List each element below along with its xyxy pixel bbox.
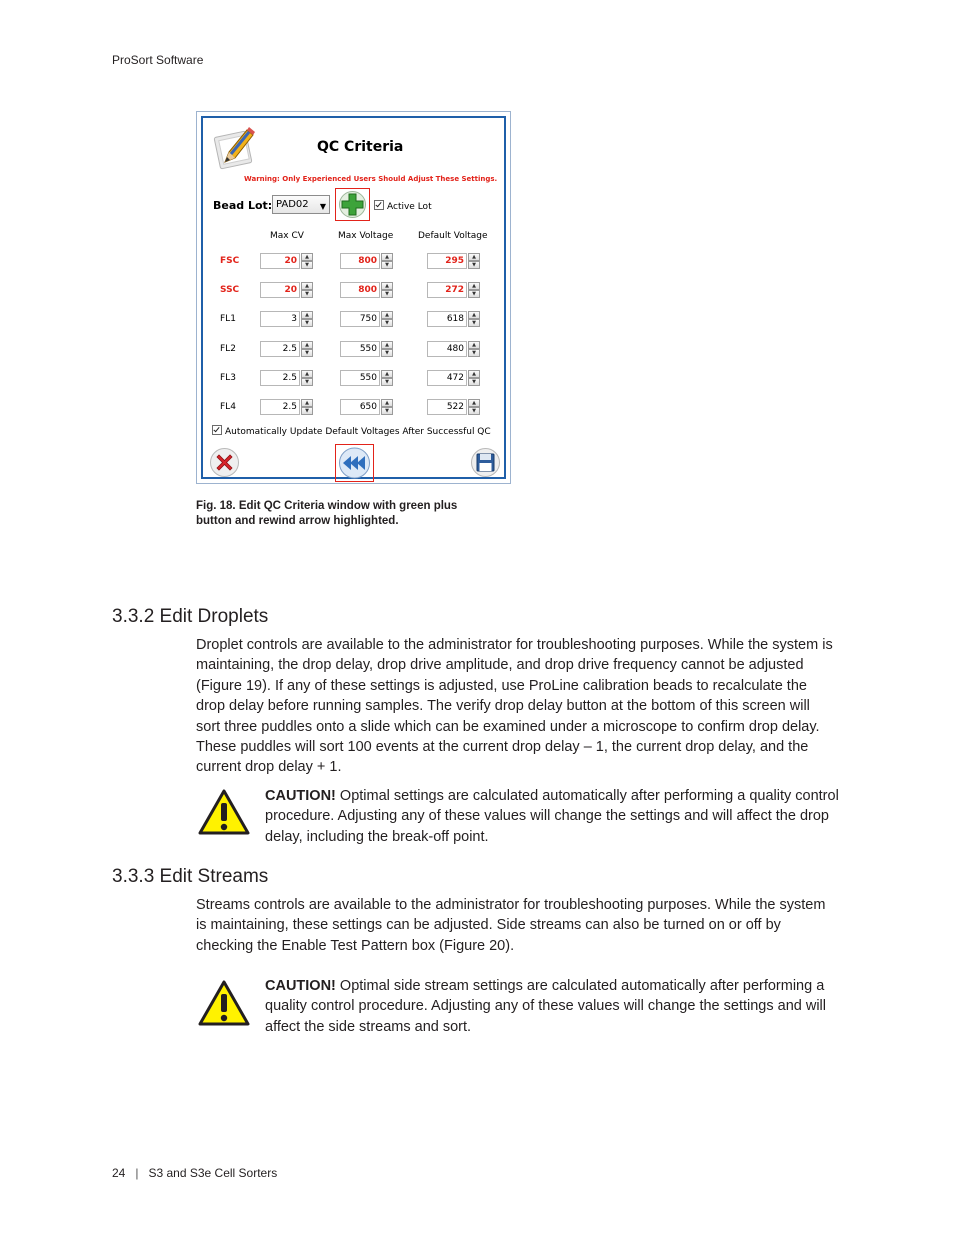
channel-label-fsc: FSC	[220, 256, 240, 266]
stepper-arrows[interactable]	[301, 282, 313, 298]
max-cv-input[interactable]: 2.5	[260, 341, 300, 357]
rewind-arrow-icon	[336, 445, 373, 481]
stepper-arrows[interactable]	[301, 399, 313, 415]
chevron-down-icon[interactable]: ▼	[301, 349, 313, 357]
channel-label-fl1: FL1	[220, 314, 236, 325]
chevron-up-icon[interactable]: ▲	[381, 399, 393, 407]
stepper-arrows[interactable]	[301, 370, 313, 386]
save-button[interactable]	[470, 447, 501, 478]
default-voltage-stepper[interactable]	[427, 399, 481, 415]
stepper-arrows[interactable]	[381, 399, 393, 415]
max-voltage-input[interactable]: 550	[340, 370, 380, 386]
chevron-down-icon[interactable]: ▼	[468, 319, 480, 327]
chevron-up-icon[interactable]: ▲	[301, 370, 313, 378]
chevron-down-icon[interactable]: ▼	[381, 261, 393, 269]
chevron-up-icon[interactable]: ▲	[381, 341, 393, 349]
max-voltage-input[interactable]: 650	[340, 399, 380, 415]
chevron-down-icon[interactable]: ▼	[381, 378, 393, 386]
running-header: ProSort Software	[112, 53, 204, 67]
add-bead-lot-button[interactable]	[335, 188, 370, 221]
stepper-arrows[interactable]	[468, 370, 480, 386]
chevron-down-icon: ▼	[319, 202, 326, 211]
chevron-up-icon[interactable]: ▲	[301, 341, 313, 349]
auto-update-checkbox[interactable]	[212, 425, 491, 437]
max-cv-input[interactable]: 2.5	[260, 370, 300, 386]
qc-criteria-window	[196, 111, 511, 484]
chevron-down-icon[interactable]: ▼	[381, 349, 393, 357]
page-number: 24	[112, 1166, 126, 1180]
max-voltage-stepper[interactable]	[340, 370, 394, 386]
default-voltage-input[interactable]: 522	[427, 399, 467, 415]
chevron-down-icon[interactable]: ▼	[301, 261, 313, 269]
active-lot-checkbox[interactable]	[374, 200, 432, 212]
max-voltage-stepper[interactable]	[340, 399, 394, 415]
caution-label: CAUTION!	[265, 978, 336, 994]
stepper-arrows[interactable]	[381, 341, 393, 357]
default-voltage-stepper[interactable]	[427, 282, 481, 298]
max-cv-input[interactable]: 20	[260, 282, 300, 298]
chevron-down-icon[interactable]: ▼	[381, 407, 393, 415]
max-voltage-input[interactable]: 800	[340, 282, 380, 298]
caution-droplets	[265, 786, 845, 847]
chevron-down-icon[interactable]: ▼	[381, 319, 393, 327]
max-cv-stepper[interactable]	[260, 399, 314, 415]
caution-label: CAUTION!	[265, 788, 336, 804]
column-header-default-voltage: Default Voltage	[418, 231, 488, 241]
floppy-disk-icon	[470, 447, 501, 478]
chevron-up-icon[interactable]: ▲	[381, 282, 393, 290]
chevron-down-icon[interactable]: ▼	[468, 261, 480, 269]
pencil-edit-icon	[211, 122, 261, 172]
max-cv-stepper[interactable]	[260, 282, 314, 298]
chevron-up-icon[interactable]: ▲	[468, 399, 480, 407]
channel-label-ssc: SSC	[220, 285, 240, 296]
warning-text: Warning: Only Experienced Users Should Adjust These Settings.	[244, 175, 498, 183]
chevron-up-icon[interactable]: ▲	[381, 311, 393, 319]
chevron-up-icon[interactable]: ▲	[301, 399, 313, 407]
channel-label-fl4: FL4	[220, 402, 236, 412]
stepper-arrows[interactable]	[381, 253, 393, 269]
max-cv-input[interactable]: 20	[260, 253, 300, 269]
chevron-down-icon[interactable]: ▼	[381, 290, 393, 298]
channel-label-fl3: FL3	[220, 372, 236, 383]
chevron-down-icon[interactable]: ▼	[468, 407, 480, 415]
column-header-max-voltage: Max Voltage	[338, 231, 394, 241]
qc-criteria-frame	[201, 116, 506, 479]
default-voltage-stepper[interactable]	[427, 341, 481, 357]
default-voltage-stepper[interactable]	[427, 253, 481, 269]
page-footer	[112, 1166, 277, 1180]
max-voltage-input[interactable]: 750	[340, 311, 380, 327]
auto-update-label: Automatically Update Default Voltages After Successful QC	[225, 427, 491, 437]
default-voltage-input[interactable]: 618	[427, 311, 467, 327]
edit-streams-body: Streams controls are available to the administrator for troubleshooting purposes. While the system is maintaining, these settings can be adjusted. Side streams can also be turned on or off by checking the Enable Test Pattern box (Figure 20).	[196, 897, 826, 954]
footer-separator: |	[135, 1166, 139, 1180]
max-voltage-stepper[interactable]	[340, 311, 394, 327]
checkbox-icon	[212, 425, 222, 435]
default-voltage-input[interactable]: 480	[427, 341, 467, 357]
active-lot-label: Active Lot	[387, 202, 432, 212]
stepper-arrows[interactable]	[301, 311, 313, 327]
caution-text: Optimal side stream settings are calculated automatically after performing a quality control procedure. Adjusting any of these values will change the settings and will affect the side streams and sort.	[265, 978, 826, 1035]
chevron-down-icon[interactable]: ▼	[468, 378, 480, 386]
default-voltage-input[interactable]: 272	[427, 282, 467, 298]
close-button[interactable]	[209, 447, 240, 478]
chevron-down-icon[interactable]: ▼	[468, 349, 480, 357]
green-plus-icon	[336, 189, 369, 220]
max-voltage-stepper[interactable]	[340, 253, 394, 269]
checkbox-icon	[374, 200, 384, 210]
max-cv-stepper[interactable]	[260, 341, 314, 357]
stepper-arrows[interactable]	[468, 311, 480, 327]
chevron-down-icon[interactable]: ▼	[301, 290, 313, 298]
max-cv-stepper[interactable]	[260, 253, 314, 269]
max-voltage-stepper[interactable]	[340, 341, 394, 357]
caution-text: Optimal settings are calculated automatically after performing a quality control procedure. Adjusting any of these values will change the settings and will affect the drop delay, including the break-off point.	[265, 788, 839, 845]
channel-label-fl2: FL2	[220, 343, 236, 354]
chevron-up-icon[interactable]: ▲	[381, 253, 393, 261]
chevron-up-icon[interactable]: ▲	[301, 311, 313, 319]
default-voltage-stepper[interactable]	[427, 370, 481, 386]
bead-lot-value: PAD02	[276, 199, 309, 210]
stepper-arrows[interactable]	[381, 370, 393, 386]
chevron-up-icon[interactable]: ▲	[381, 370, 393, 378]
chevron-up-icon[interactable]: ▲	[468, 341, 480, 349]
chevron-up-icon[interactable]: ▲	[301, 282, 313, 290]
chevron-down-icon[interactable]: ▼	[468, 290, 480, 298]
footer-title: S3 and S3e Cell Sorters	[148, 1166, 278, 1180]
caution-streams	[265, 976, 845, 1037]
qc-title: QC Criteria	[317, 139, 404, 155]
edit-droplets-body: Droplet controls are available to the administrator for troubleshooting purposes. While the system is maintaining, the drop delay, drop drive amplitude, and drop drive frequency cannot be adjusted (Figure 19). If any of these settings is adjusted, use ProLine calibration beads to recalculate the drop delay before running samples. The verify drop delay button at the bottom of this screen will sort three puddles onto a slide which can be examined under a microscope to confirm drop delay. These puddles will sort 100 events at the current drop delay – 1, the current drop delay, and the current drop delay + 1.	[196, 637, 833, 776]
figure-caption: Fig. 18. Edit QC Criteria window with green plus button and rewind arrow highlighted.	[196, 500, 458, 527]
chevron-up-icon[interactable]: ▲	[468, 253, 480, 261]
default-voltage-input[interactable]: 472	[427, 370, 467, 386]
caution-icon	[198, 980, 250, 1026]
stepper-arrows[interactable]	[468, 282, 480, 298]
stepper-arrows[interactable]	[468, 341, 480, 357]
rewind-button[interactable]	[335, 444, 374, 482]
red-x-icon	[209, 447, 240, 478]
max-voltage-stepper[interactable]	[340, 282, 394, 298]
section-heading-edit-streams: 3.3.3 Edit Streams	[112, 866, 269, 887]
max-voltage-input[interactable]: 800	[340, 253, 380, 269]
max-cv-stepper[interactable]	[260, 370, 314, 386]
stepper-arrows[interactable]	[301, 253, 313, 269]
stepper-arrows[interactable]	[381, 282, 393, 298]
max-cv-input[interactable]: 2.5	[260, 399, 300, 415]
chevron-up-icon[interactable]: ▲	[468, 370, 480, 378]
chevron-up-icon[interactable]: ▲	[301, 253, 313, 261]
section-heading-edit-droplets: 3.3.2 Edit Droplets	[112, 606, 269, 627]
stepper-arrows[interactable]	[381, 311, 393, 327]
column-header-max-cv: Max CV	[270, 231, 304, 241]
chevron-down-icon[interactable]: ▼	[301, 407, 313, 415]
default-voltage-stepper[interactable]	[427, 311, 481, 327]
chevron-up-icon[interactable]: ▲	[468, 311, 480, 319]
caution-icon	[198, 789, 250, 835]
chevron-down-icon[interactable]: ▼	[301, 319, 313, 327]
max-cv-input[interactable]: 3	[260, 311, 300, 327]
max-voltage-input[interactable]: 550	[340, 341, 380, 357]
chevron-down-icon[interactable]: ▼	[301, 378, 313, 386]
stepper-arrows[interactable]	[468, 399, 480, 415]
max-cv-stepper[interactable]	[260, 311, 314, 327]
stepper-arrows[interactable]	[301, 341, 313, 357]
bead-lot-select[interactable]	[272, 195, 330, 214]
bead-lot-label: Bead Lot:	[213, 199, 273, 212]
stepper-arrows[interactable]	[468, 253, 480, 269]
default-voltage-input[interactable]: 295	[427, 253, 467, 269]
chevron-up-icon[interactable]: ▲	[468, 282, 480, 290]
